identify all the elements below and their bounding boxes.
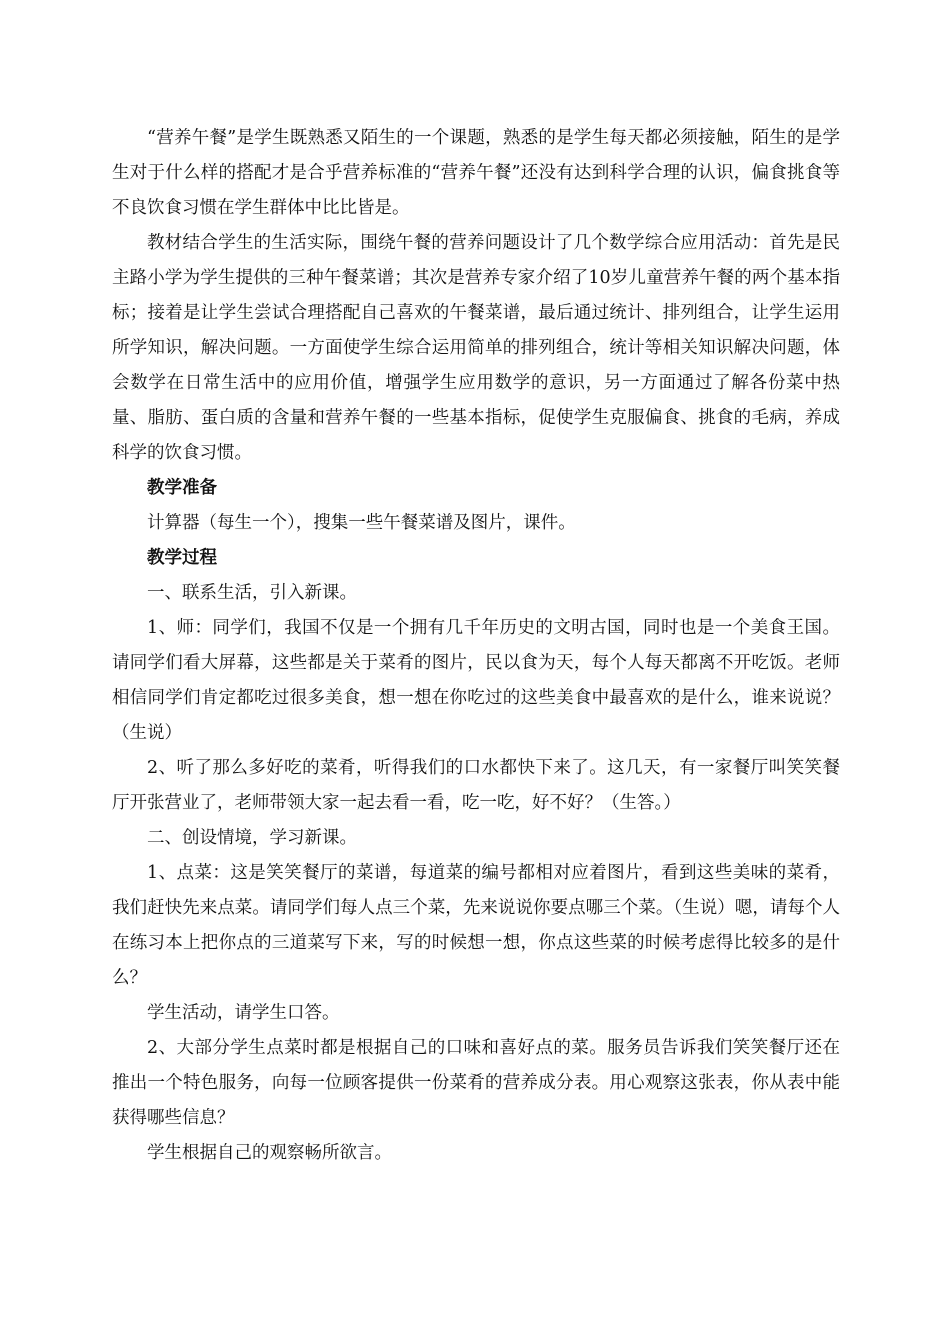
section-1-title: 一、联系生活，引入新课。 bbox=[147, 583, 357, 603]
intro-paragraph: “营养午餐”是学生既熟悉又陌生的一个课题，熟悉的是学生每天都必须接触，陌生的是学生对于什么样的搭配才是合乎营养标准的“营养午餐”还没有达到科学合理的认识，偏食挑食等不良饮食习惯在学生群体中比比皆是。 bbox=[112, 128, 840, 218]
section-2-title: 二、创设情境，学习新课。 bbox=[147, 828, 357, 848]
section-1-item: 1、师：同学们，我国不仅是一个拥有几千年历史的文明古国，同时也是一个美食王国。请同学们看大屏幕，这些都是关于菜肴的图片，民以食为天，每个人每天都离不开吃饭。老师相信同学们肯定都吃过很多美食，想一想在你吃过的这些美食中最喜欢的是什么，谁来说说？（生说） bbox=[112, 618, 840, 743]
section-1-item: 2、听了那么多好吃的菜肴，听得我们的口水都快下来了。这几天，有一家餐厅叫笑笑餐厅开张营业了，老师带领大家一起去看一看，吃一吃，好不好？（生答。） bbox=[112, 758, 840, 813]
document-body bbox=[112, 121, 840, 1171]
heading-teaching-process: 教学过程 bbox=[147, 548, 217, 568]
preparation-text: 计算器（每生一个），搜集一些午餐菜谱及图片，课件。 bbox=[147, 513, 576, 533]
section-2-item: 学生根据自己的观察畅所欲言。 bbox=[147, 1143, 392, 1163]
section-2-item: 学生活动，请学生口答。 bbox=[147, 1003, 340, 1023]
textbook-analysis-paragraph: 教材结合学生的生活实际，围绕午餐的营养问题设计了几个数学综合应用活动：首先是民主路小学为学生提供的三种午餐菜谱；其次是营养专家介绍了10岁儿童营养午餐的两个基本指标；接着是让学生尝试合理搭配自己喜欢的午餐菜谱，最后通过统计、排列组合，让学生运用所学知识，解决问题。一方面使学生综合运用简单的排列组合，统计等相关知识解决问题，体会数学在日常生活中的应用价值，增强学生应用数学的意识，另一方面通过了解各份菜中热量、脂肪、蛋白质的含量和营养午餐的一些基本指标，促使学生克服偏食、挑食的毛病，养成科学的饮食习惯。 bbox=[112, 233, 840, 463]
section-2-item: 2、大部分学生点菜时都是根据自己的口味和喜好点的菜。服务员告诉我们笑笑餐厅还在推出一个特色服务，向每一位顾客提供一份菜肴的营养成分表。用心观察这张表，你从表中能获得哪些信息？ bbox=[112, 1038, 840, 1128]
section-2-item: 1、点菜：这是笑笑餐厅的菜谱，每道菜的编号都相对应着图片，看到这些美味的菜肴，我们赶快先来点菜。请同学们每人点三个菜，先来说说你要点哪三个菜。（生说）嗯，请每个人在练习本上把你点的三道菜写下来，写的时候想一想，你点这些菜的时候考虑得比较多的是什么？ bbox=[112, 863, 840, 988]
heading-teaching-preparation: 教学准备 bbox=[147, 478, 217, 498]
